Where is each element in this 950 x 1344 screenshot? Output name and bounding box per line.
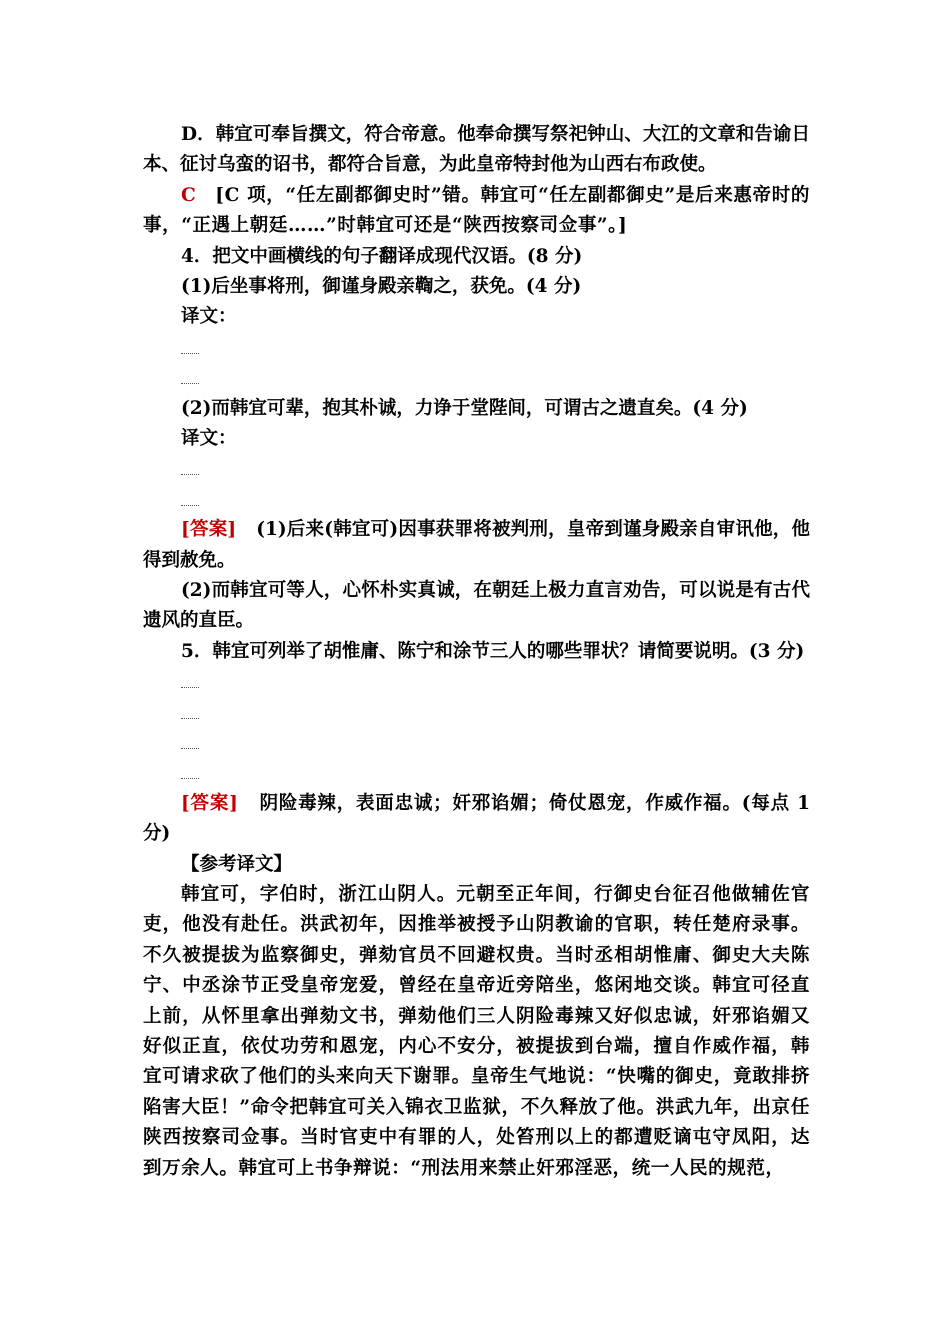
yiwen-label-1: 译文： bbox=[181, 306, 237, 328]
yiwen-label-2: 译文： bbox=[181, 428, 237, 450]
question-4-item-1: (1)后坐事将刑，御谨身殿亲鞫之，获免。(4 分) bbox=[181, 276, 582, 298]
answer-4-1 bbox=[143, 515, 810, 576]
answer-4-2: (2)而韩宜可等人，心怀朴实真诚，在朝廷上极力直言劝告，可以说是有古代遗风的直臣。 bbox=[143, 580, 810, 632]
reference-heading: 【参考译文】 bbox=[181, 853, 293, 875]
answer-blank-line bbox=[181, 333, 810, 363]
answer-letter: C bbox=[181, 184, 196, 206]
answer-5-text: 阴险毒辣，表面忠诚；奸邪谄媚；倚仗恩宠，作威作福。(每点 1 分) bbox=[143, 792, 810, 845]
answer-blank-line bbox=[181, 363, 810, 393]
option-d: D．韩宜可奉旨撰文，符合帝意。他奉命撰写祭祀钟山、大江的文章和告谕日本、征讨乌蛮的诏书，都符合旨意，为此皇帝特封他为山西右布政使。 bbox=[143, 124, 810, 176]
reference-translation: 韩宜可，字伯时，浙江山阴人。元朝至正年间，行御史台征召他做辅佐官吏，他没有赴任。洪武初年，因推举被授予山阴教谕的官职，转任楚府录事。不久被提拔为监察御史，弹劾官员不回避权贵。当时丞相胡惟庸、御史大夫陈宁、中丞涂节正受皇帝宠爱，曾经在皇帝近旁陪坐，悠闲地交谈。韩宜可径直上前，从怀里拿出弹劾文书，弹劾他们三人阴险毒辣又好似忠诚，奸邪谄媚又好似正直，依仗功劳和恩宠，内心不安分，被提拔到台端，擅自作威作福，韩宜可请求砍了他们的头来向天下谢罪。皇帝生气地说：“快嘴的御史，竟敢排挤陷害大臣！”命令把韩宜可关入锦衣卫监狱，不久释放了他。洪武九年，出京任陕西按察司佥事。当时官吏中有罪的人，处笞刑以上的都遭贬谪屯守凤阳，达到万余人。韩宜可上书争辩说：“刑法用来禁止奸邪淫恶，统一人民的规范， bbox=[143, 884, 810, 1179]
answer-4-1-text: (1)后来(韩宜可)因事获罪将被判刑，皇帝到谨身殿亲自审讯他，他得到赦免。 bbox=[143, 519, 811, 571]
answer-3 bbox=[143, 181, 810, 242]
answer-explanation: [C 项，“任左副都御史时”错。韩宜可“任左副都御史”是后来惠帝时的事，“正遇上朝廷……”时韩宜可还是“陕西按察司佥事”。] bbox=[143, 184, 810, 237]
question-4-item-2: (2)而韩宜可辈，抱其朴诚，力诤于堂陛间，可谓古之遗直矣。(4 分) bbox=[181, 397, 748, 419]
answer-blank-line bbox=[181, 667, 810, 697]
answer-blank-line bbox=[181, 728, 810, 758]
answer-5 bbox=[143, 789, 810, 850]
answer-tag: [答案] bbox=[181, 519, 237, 541]
answer-tag: [答案] bbox=[181, 792, 238, 814]
answer-blank-line bbox=[181, 758, 810, 788]
question-4-title: 4．把文中画横线的句子翻译成现代汉语。(8 分) bbox=[181, 245, 583, 267]
question-5-title: 5．韩宜可列举了胡惟庸、陈宁和涂节三人的哪些罪状？请简要说明。(3 分) bbox=[181, 640, 805, 662]
document-body bbox=[143, 120, 810, 1184]
answer-blank-line bbox=[181, 698, 810, 728]
answer-blank-line bbox=[181, 454, 810, 484]
answer-blank-line bbox=[181, 485, 810, 515]
